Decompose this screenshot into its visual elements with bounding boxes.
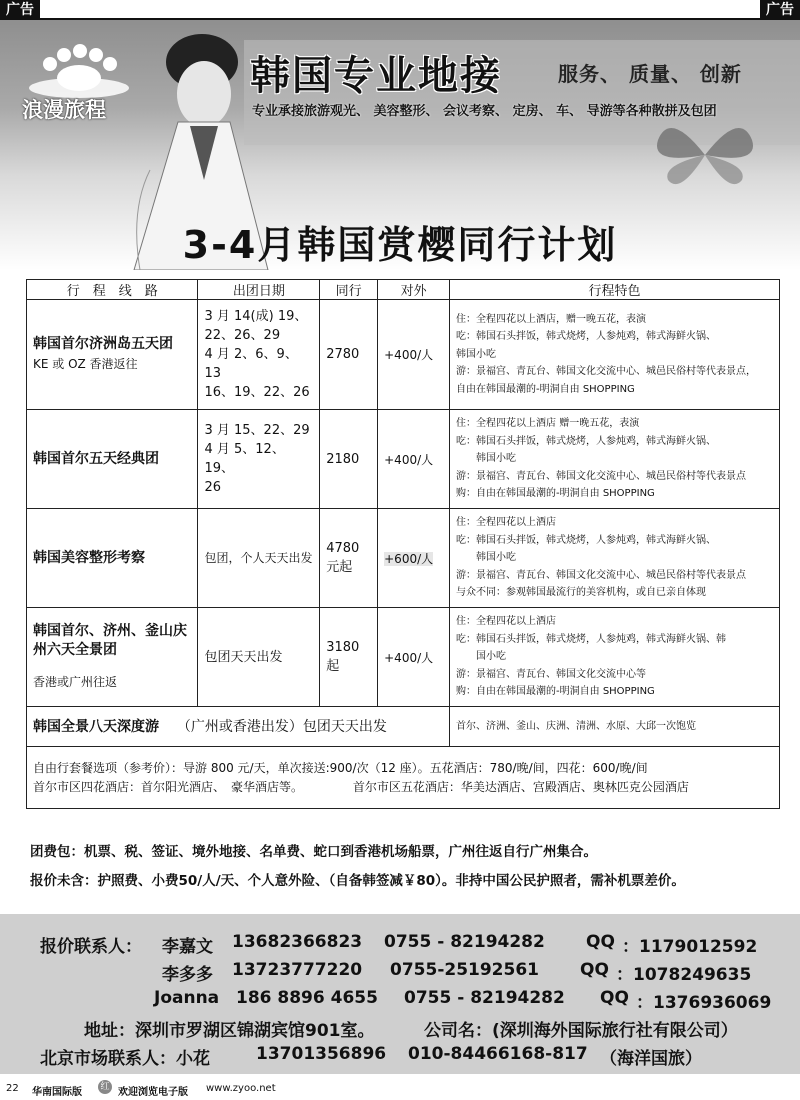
contact-qq: ：1078249635 xyxy=(616,965,752,985)
date-line: 4 月 5、12、19、 xyxy=(204,442,285,476)
contact-qq-label: QQ xyxy=(600,988,629,1008)
site-url[interactable]: www.zyoo.net xyxy=(206,1083,276,1094)
date-line: 3 月 14(成) 19、 xyxy=(204,309,308,324)
feature-line: 韩国小吃 xyxy=(456,552,517,564)
edition-name: 华南国际版 xyxy=(32,1087,82,1098)
feature-line: 吃：韩国石头拌饭，韩式烧烤，人参炖鸡，韩式海鲜火锅、 xyxy=(456,534,717,546)
ad-label-right: 广告 xyxy=(760,0,800,20)
footprint-logo-icon xyxy=(24,42,134,98)
contact-qq: ：1376936069 xyxy=(636,993,772,1013)
excluded-note: 报价未含：护照费、小费50/人/天、个人意外险、（自备韩签减￥80）。非持中国公民护照者，需补机票差价。 xyxy=(30,873,685,889)
brand-title: 韩国专业地接 xyxy=(250,53,502,99)
table-header-row xyxy=(27,280,780,300)
route-cell xyxy=(27,410,198,509)
table-row xyxy=(27,410,780,509)
contact-name: 李多多 xyxy=(162,965,213,985)
table-row xyxy=(27,509,780,608)
contact-qq-label: QQ xyxy=(580,960,609,980)
date-line: 3 月 15、22、29 xyxy=(204,423,310,438)
contact-mobile: 13723777220 xyxy=(232,960,363,980)
table-row xyxy=(27,608,780,707)
page-footer xyxy=(0,1078,800,1100)
date-line: 22、26、29 xyxy=(204,328,281,343)
company-name: 公司名：(深圳海外国际旅行社有限公司） xyxy=(424,1021,738,1041)
route-name: 韩国首尔五天经典团 xyxy=(33,450,159,467)
feature-line: 购：自由在韩国最潮的-明洞自由 SHOPPING xyxy=(456,488,655,500)
deep-tour-cell xyxy=(27,707,450,747)
itinerary-table xyxy=(26,279,780,809)
feature-line: 吃：韩国石头拌饭，韩式烧烤，人参炖鸡，韩式海鲜火锅、 xyxy=(456,331,717,343)
feature-line: 韩国小吃 xyxy=(456,348,497,360)
contact-mobile: 13682366823 xyxy=(232,932,363,952)
dates-cell xyxy=(198,300,320,410)
col-header-route: 行 程 线 路 xyxy=(27,280,198,300)
peer-price: 4780 元起 xyxy=(320,509,378,608)
contact-box xyxy=(0,914,800,1074)
feature-line: 吃：韩国石头拌饭，韩式烧烤，人参炖鸡，韩式海鲜火锅、 xyxy=(456,435,717,447)
feature-line: 韩国小吃 xyxy=(456,453,517,465)
free-travel-row xyxy=(27,747,780,809)
date-line: 16、19、22、26 xyxy=(204,385,310,400)
public-price: +600/人 xyxy=(384,551,434,566)
feature-line: 与众不同：参观韩国最流行的美容机构，或自已亲自体现 xyxy=(456,587,707,599)
date-line: 13 xyxy=(204,366,222,381)
feature-line: 游：景福宫、青瓦台、韩国文化交流中心、城邑民俗村等代表景点， xyxy=(456,366,757,378)
contact-phone: 0755-25192561 xyxy=(390,960,539,980)
route-note: KE 或 OZ 香港返往 xyxy=(33,357,138,371)
beijing-mobile: 13701356896 xyxy=(256,1044,387,1064)
contact-label: 报价联系人： xyxy=(40,937,142,957)
brand-slogan: 服务、 质量、 创新 xyxy=(558,62,742,86)
col-header-public: 对外 xyxy=(378,280,450,300)
date-line: 26 xyxy=(204,480,222,495)
dates-cell xyxy=(198,608,320,707)
feature-line: 住：全程四花以上酒店，赠一晚五花，表演 xyxy=(456,313,647,325)
free-travel-line2 xyxy=(33,778,773,797)
table-row xyxy=(27,300,780,410)
contact-name: 李嘉文 xyxy=(162,937,213,957)
public-price: +400/人 xyxy=(378,300,450,410)
feature-line: 游：景福宫、青瓦台、韩国文化交流中心、城邑民俗村等代表景点 xyxy=(456,569,747,581)
feature-line: 住：全程四花以上酒店 xyxy=(456,616,557,628)
butterfly-icon xyxy=(650,110,760,200)
contact-qq: ：1179012592 xyxy=(622,937,758,957)
peer-price: 2780 xyxy=(320,300,378,410)
feature-line: 吃：韩国石头拌饭，韩式烧烤，人参炖鸡，韩式海鲜火锅、韩 xyxy=(456,633,727,645)
free-travel-line1: 自由行套餐选项（参考价）：导游 800 元/天，单次接送:900/次（12 座）。五花酒店：780/晚/间，四花：600/晚/间 xyxy=(33,760,648,775)
peer-price: 3180 起 xyxy=(320,608,378,707)
feature-line: 自由在韩国最潮的-明洞自由 SHOPPING xyxy=(456,383,635,395)
contact-mobile: 186 8896 4655 xyxy=(236,988,378,1008)
free-travel-cell xyxy=(27,747,780,809)
features-cell xyxy=(450,509,780,608)
contact-name: Joanna xyxy=(154,988,220,1008)
col-header-peer: 同行 xyxy=(320,280,378,300)
feature-line: 购：自由在韩国最潮的-明洞自由 SHOPPING xyxy=(456,686,655,698)
logo-text: 浪漫旅程 xyxy=(22,97,106,122)
route-note: 香港或广州往返 xyxy=(33,675,118,689)
company-address: 地址：深圳市罗湖区锦湖宾馆901室。 xyxy=(84,1021,375,1041)
route-cell xyxy=(27,300,198,410)
route-cell xyxy=(27,608,198,707)
feature-line: 住：全程四花以上酒店 xyxy=(456,517,557,529)
features-cell xyxy=(450,608,780,707)
four-star-hotels: 首尔市区四花酒店：首尔阳光酒店、 豪华酒店等。 xyxy=(33,779,304,794)
public-price: +400/人 xyxy=(378,608,450,707)
headline: 3-4月韩国赏樱同行计划 xyxy=(182,223,618,267)
route-name: 韩国首尔、济州、釜山庆州六天全景团 xyxy=(33,623,187,658)
dates-cell xyxy=(198,509,320,608)
ad-label-left: 广告 xyxy=(0,0,40,20)
route-name: 韩国美容整形考察 xyxy=(33,549,145,566)
beijing-org: （海洋国旅） xyxy=(600,1049,702,1069)
contact-phone: 0755 - 82194282 xyxy=(384,932,545,952)
welcome-text: 欢迎浏览电子版 xyxy=(118,1087,188,1098)
price-notes xyxy=(30,838,685,896)
deep-tour-note: （广州或香港出发）包团天天出发 xyxy=(176,719,387,735)
five-star-hotels: 首尔市区五花酒店：华美达酒店、宫殿酒店、奥林匹克公园酒店 xyxy=(352,779,689,794)
contact-phone: 0755 - 82194282 xyxy=(404,988,565,1008)
edition-badge-icon: 红 xyxy=(98,1080,112,1094)
date-line: 4 月 2、6、9、 xyxy=(204,347,298,362)
contact-qq-label: QQ xyxy=(586,932,615,952)
date-line: 包团，个人天天出发 xyxy=(204,551,313,565)
included-note: 团费包：机票、税、签证、境外地接、名单费、蛇口到香港机场船票，广州往返自行广州集合。 xyxy=(30,844,597,860)
feature-line: 住：全程四花以上酒店 赠一晚五花，表演 xyxy=(456,418,640,430)
feature-line: 国小吃 xyxy=(456,651,507,663)
route-cell xyxy=(27,509,198,608)
peer-price: 2180 xyxy=(320,410,378,509)
col-header-features: 行程特色 xyxy=(450,280,780,300)
public-price-cell xyxy=(378,509,450,608)
table-row-deep-tour xyxy=(27,707,780,747)
route-name: 韩国首尔济洲岛五天团 xyxy=(33,336,173,352)
feature-line: 游：景福宫、青瓦台、韩国文化交流中心、城邑民俗村等代表景点 xyxy=(456,470,747,482)
dates-cell xyxy=(198,410,320,509)
page-number: 22 xyxy=(6,1083,19,1094)
public-price: +400/人 xyxy=(378,410,450,509)
col-header-dates: 出团日期 xyxy=(198,280,320,300)
feature-line: 游：景福宫、青瓦台、韩国文化交流中心等 xyxy=(456,668,647,680)
beijing-contact-label: 北京市场联系人：小花 xyxy=(40,1049,210,1069)
beijing-phone: 010-84466168-817 xyxy=(408,1044,588,1064)
features-cell xyxy=(450,300,780,410)
brand-subtitle: 专业承接旅游观光、 美容整形、 会议考察、 定房、 车、 导游等各种散拼及包团 xyxy=(252,104,717,119)
date-line: 包团天天出发 xyxy=(204,649,283,665)
deep-tour-features: 首尔、济洲、釜山、庆洲、清洲、水原、大邱一次饱览 xyxy=(450,707,780,747)
deep-tour-name: 韩国全景八天深度游 xyxy=(33,719,159,735)
features-cell xyxy=(450,410,780,509)
